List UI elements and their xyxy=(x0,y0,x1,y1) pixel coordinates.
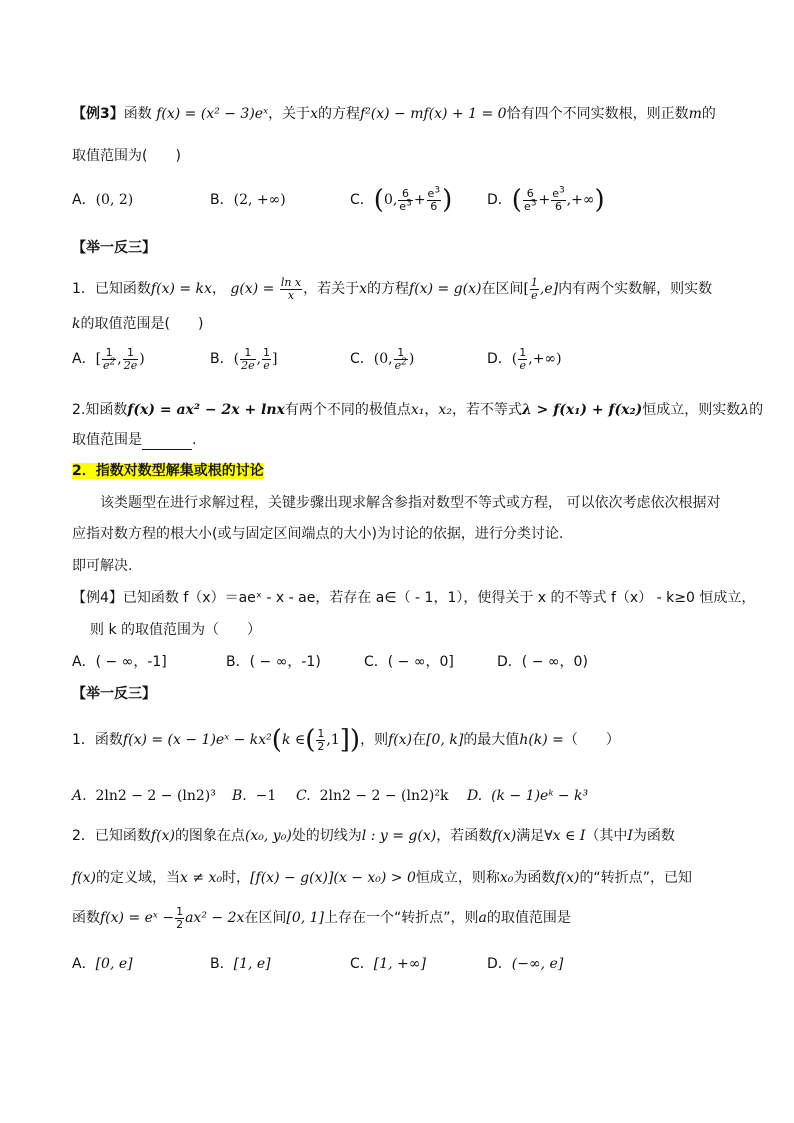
question2-option-b[interactable] xyxy=(210,954,271,974)
question1-option-d[interactable] xyxy=(467,786,588,806)
text: ，若不等式 xyxy=(451,402,522,418)
function-expression: f(x) = kx xyxy=(150,281,212,297)
variable: I xyxy=(627,828,633,844)
question1-line: 1．函数f(x) = (x − 1)eˣ − kx²(k ∈( $\frac{1}{2}$ ,1])，则f(x)在[0, k]的最大值h(k) =（ ） xyxy=(72,725,620,755)
example3-option-a[interactable] xyxy=(72,190,133,210)
text: ， xyxy=(424,402,439,418)
function-name: f(x) xyxy=(150,828,175,844)
section2-heading xyxy=(72,461,264,481)
fraction-denominator: e xyxy=(531,288,538,302)
text: （ ） xyxy=(563,732,620,748)
example4-line1: 【例4】已知函数 f（x）＝aeˣ - x - ae，若存在 a∈（ - 1，1），使得关于 x 的不等式 f（x） - k≥0 恒成立， xyxy=(72,590,756,606)
text: 内有两个实数解，则实数 xyxy=(558,281,713,297)
variable: λ xyxy=(740,402,750,418)
option-value: [1, e] xyxy=(233,956,271,972)
option-label: C． xyxy=(350,192,374,208)
text: 函数 xyxy=(72,910,100,926)
interval: [0, 1] xyxy=(286,910,325,926)
option-value: [1, +∞] xyxy=(373,956,426,972)
variable: x₀ xyxy=(499,870,514,886)
variable: x₂ xyxy=(438,402,452,418)
function-expression: f(x) = (x − 1)eˣ − kx² xyxy=(122,732,272,748)
question2-line1 xyxy=(72,826,675,846)
inequality: λ > f(x₁) + f(x₂) xyxy=(521,402,643,418)
highlighted-heading: 2．指数对数型解集或根的讨论 xyxy=(72,463,264,479)
fraction-numerator: 1 xyxy=(530,275,538,289)
question2-line2 xyxy=(72,868,692,888)
text: ， xyxy=(211,281,226,297)
text: 的取值范围是 xyxy=(486,910,571,926)
text: 上存在一个“转折点”，则 xyxy=(324,910,479,926)
section2-para-line2: 应指对数方程的根大小(或与固定区间端点的大小)为讨论的依据，进行分类讨论. xyxy=(72,526,564,542)
text: 在 xyxy=(412,732,427,748)
text: 的“转折点”，已知 xyxy=(579,870,692,886)
variable: m xyxy=(688,106,702,122)
text: 函数 xyxy=(123,106,152,122)
example3-line1 xyxy=(72,104,716,124)
option-label: C． xyxy=(350,956,374,972)
option-label: A． xyxy=(72,192,96,208)
option-label: C． xyxy=(350,351,374,367)
text: 的方程 xyxy=(317,106,360,122)
quantifier: ∀x ∈ I xyxy=(544,828,586,844)
text: ，则 xyxy=(360,732,389,748)
function-expression: ax² − 2x xyxy=(185,910,245,926)
option-label: A． xyxy=(72,351,96,367)
text: 在区间 xyxy=(481,281,524,297)
option-value: −1 xyxy=(255,788,277,804)
text: 的 xyxy=(701,106,716,122)
text: 2．已知函数 xyxy=(72,828,151,844)
equation: f(x) = g(x) xyxy=(409,281,482,297)
question1-option-a[interactable] xyxy=(72,786,216,806)
fraction-denominator: x xyxy=(287,288,295,302)
text: . xyxy=(192,432,197,448)
option-value: (k − 1)eᵏ − k³ xyxy=(491,788,589,804)
function-expression: f(x) = eˣ − xyxy=(100,910,175,926)
question2-option-a[interactable] xyxy=(72,954,133,974)
point: (x₀, y₀) xyxy=(244,828,292,844)
text: 为函数 xyxy=(632,828,675,844)
example4-option-b[interactable]: B．( − ∞，-1) xyxy=(226,654,321,670)
text: 恒成立，则实数 xyxy=(642,402,741,418)
text: 的 xyxy=(749,402,764,418)
example4-option-a[interactable]: A．( − ∞，-1] xyxy=(72,654,167,670)
example4-option-d[interactable]: D．( − ∞，0) xyxy=(497,654,588,670)
tangent-line: l : y = g(x) xyxy=(361,828,437,844)
practice1-line1 xyxy=(72,276,712,302)
practice2-line1 xyxy=(72,400,763,420)
text: ，关于 xyxy=(268,106,311,122)
text: 恰有四个不同实数根，则正数 xyxy=(506,106,689,122)
option-label: D. xyxy=(467,788,483,804)
section-heading-2: 【举一反三】 xyxy=(72,686,156,702)
text: 1．已知函数 xyxy=(72,281,151,297)
text: 的定义域，当 xyxy=(96,870,181,886)
question1-option-b[interactable] xyxy=(232,786,276,806)
practice1-option-d[interactable]: D．( $\frac{1}{e}$ ,+∞) xyxy=(487,345,562,372)
text: 恒成立，则称 xyxy=(415,870,500,886)
interval: [0, k] xyxy=(426,732,464,748)
function-name: f(x) xyxy=(388,732,413,748)
function-expression: g(x) = xyxy=(230,281,279,297)
inequality: [f(x) − g(x)](x − x₀) > 0 xyxy=(250,870,416,886)
option-label: B． xyxy=(210,192,234,208)
practice2-line2 xyxy=(72,430,196,450)
text: ，若函数 xyxy=(436,828,493,844)
option-label: B． xyxy=(210,351,234,367)
option-value: (0, 2) xyxy=(95,192,134,208)
text: 的最大值 xyxy=(463,732,520,748)
answer-blank[interactable] xyxy=(142,435,192,450)
section-heading: 【举一反三】 xyxy=(72,240,156,256)
example3-option-c[interactable]: C．(0, $\frac{6}{e^3}$ + $\frac{e^3}{6}$ ) xyxy=(350,184,453,215)
variable: x xyxy=(310,106,318,122)
example4-line2: 则 k 的取值范围为（ ） xyxy=(90,622,262,638)
option-label: D． xyxy=(487,351,512,367)
condition: x ≠ x₀ xyxy=(180,870,223,886)
variable: k xyxy=(72,316,81,332)
text: 时， xyxy=(222,870,251,886)
question1-option-c[interactable] xyxy=(296,786,448,806)
variable: x xyxy=(359,281,368,297)
option-label: A. xyxy=(72,788,87,804)
example3-label: 【例3】 xyxy=(72,106,124,122)
question2-option-c[interactable] xyxy=(350,954,426,974)
variable: a xyxy=(478,910,487,926)
example4-option-c[interactable]: C．( − ∞，0] xyxy=(364,654,454,670)
practice1-option-c[interactable]: C．(0, $\frac{1}{e^2}$ ) xyxy=(350,345,415,372)
question2-line3 xyxy=(72,900,571,936)
example3-option-d[interactable]: D．( $\frac{6}{e^3}$ + $\frac{e^3}{6}$ ,+∞) xyxy=(487,184,605,215)
text: ，若关于 xyxy=(303,281,360,297)
fraction-denominator: 2 xyxy=(176,917,184,931)
text: 取值范围是 xyxy=(72,432,142,448)
interval-bracket: [ xyxy=(523,281,529,297)
text: 有两个不同的极值点 xyxy=(284,402,411,418)
domain-condition: k ∈ xyxy=(281,732,306,748)
option-value: (−∞, e] xyxy=(511,956,564,972)
option-value: 2ln2 − 2 − (ln2)³ xyxy=(95,788,216,804)
option-label: A． xyxy=(72,956,96,972)
text: 的图象在点 xyxy=(174,828,245,844)
variable: x₁ xyxy=(410,402,425,418)
equation: f²(x) − mf(x) + 1 = 0 xyxy=(359,106,507,122)
function-expression: f(x) = (x² − 3)eˣ xyxy=(156,106,269,122)
text: 1．函数 xyxy=(72,732,123,748)
option-value: 2ln2 − 2 − (ln2)²k xyxy=(319,788,449,804)
option-label: B. xyxy=(232,788,247,804)
function-name: f(x) xyxy=(492,828,517,844)
fraction-numerator: 1 xyxy=(176,904,184,918)
option-label: C. xyxy=(296,788,311,804)
practice1-option-b[interactable]: B．( $\frac{1}{2e}$ , $\frac{1}{e}$ ] xyxy=(210,345,278,372)
text: 为函数 xyxy=(513,870,556,886)
interval-bracket: ,e] xyxy=(539,281,559,297)
text: 满足 xyxy=(516,828,545,844)
option-label: D． xyxy=(487,956,512,972)
option-label: B． xyxy=(210,956,234,972)
fraction-numerator: ln x xyxy=(280,275,302,289)
section2-para-line3: 即可解决. xyxy=(72,558,133,574)
function-name: f(x) xyxy=(72,870,97,886)
text: 2.知函数 xyxy=(72,402,128,418)
text: 的取值范围是( ) xyxy=(80,316,204,332)
text: 在区间 xyxy=(244,910,287,926)
section2-para-line1: 该类题型在进行求解过程，关键步骤出现求解含参指对数型不等式或方程， 可以依次考虑依次根据对 xyxy=(100,495,721,511)
max-value-expression: h(k) = xyxy=(519,732,564,748)
text: 的方程 xyxy=(367,281,410,297)
option-label: D． xyxy=(487,192,512,208)
function-name: f(x) xyxy=(555,870,580,886)
example3-line2: 取值范围为( ) xyxy=(72,148,181,164)
text: （其中 xyxy=(585,828,628,844)
practice1-line2 xyxy=(72,314,203,334)
function-expression: f(x) = ax² − 2x + lnx xyxy=(127,402,285,418)
text: 处的切线为 xyxy=(291,828,362,844)
question2-option-d[interactable] xyxy=(487,954,563,974)
option-value: [0, e] xyxy=(95,956,133,972)
option-value: (2, +∞) xyxy=(233,192,286,208)
practice1-option-a[interactable]: A．[ $\frac{1}{e^2}$ , $\frac{1}{2e}$ ) xyxy=(72,345,145,372)
example3-option-b[interactable] xyxy=(210,190,286,210)
